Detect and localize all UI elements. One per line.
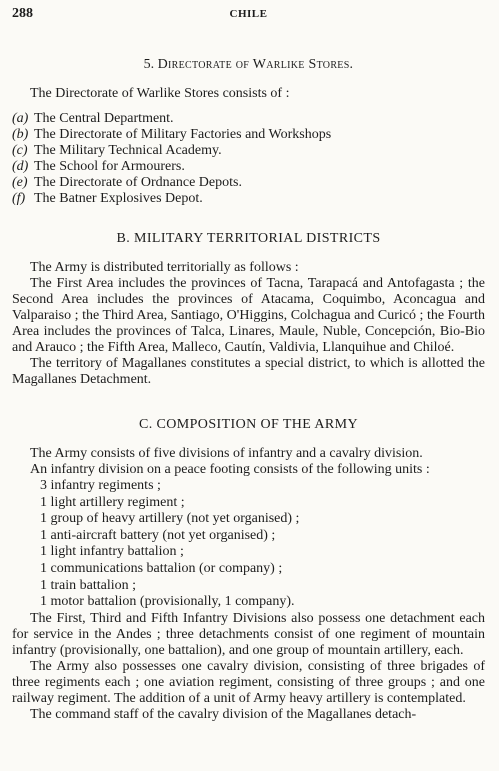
list-item: 1 group of heavy artillery (not yet organised) ; [40, 511, 300, 527]
list-item: 1 motor battalion (provisionally, 1 company). [40, 594, 295, 610]
list-item-label: (b) [12, 127, 29, 142]
list-item-text: The School for Armourers. [34, 159, 185, 174]
section-b-paragraph: The Army is distributed territorially as follows : [30, 260, 299, 275]
section-c-paragraph: An infantry division on a peace footing consists of the following units : [30, 462, 430, 477]
list-item-text: The Batner Explosives Depot. [34, 191, 203, 206]
section-5-number: 5. [143, 57, 155, 72]
list-item [12, 111, 485, 127]
section-c-paragraph: The Army consists of five divisions of infantry and a cavalry division. [30, 446, 423, 461]
list-item: 1 light artillery regiment ; [40, 494, 185, 510]
page-header [12, 6, 485, 28]
section-5-heading [12, 56, 485, 74]
running-head: CHILE [229, 8, 268, 20]
list-item [12, 127, 485, 143]
section-c-paragraph: The Army also possesses one cavalry division, consisting of three brigades of three regiments each ; one aviation regiment, consisting of three groups ; and one railway regiment. The addition of a unit of Army heavy artillery is contemplated. [12, 658, 485, 706]
list-item [12, 159, 485, 175]
spacer [12, 434, 485, 446]
list-item: 1 train battalion ; [40, 577, 137, 593]
section-5-intro: The Directorate of Warlike Stores consists of : [30, 86, 290, 101]
spacer [12, 248, 485, 260]
list-item-text: The Central Department. [34, 111, 174, 126]
list-item [12, 191, 485, 207]
directorate-list [12, 111, 485, 207]
section-c-paragraph: The command staff of the cavalry division of the Magallanes detach- [30, 706, 417, 722]
section-5-title: Directorate of Warlike Stores. [157, 57, 354, 72]
section-b-paragraph: The First Area includes the provinces of Tacna, Tarapacá and Antofagasta ; the Second Area includes the provinces of Atacama, Coquimbo, Aconcagua and Valparaiso ; the Third Area, Santiago, O'Higgins, Colchagua and Curicó ; the Fourth Area includes the provinces of Talca, Linares, Maule, Nuble, Concepción, Bio-Bio and Arauco ; the Fifth Area, Malleco, Cautín, Valdivia, Llanquihue and Chiloé. [12, 276, 485, 355]
section-b-heading: B. MILITARY TERRITORIAL DISTRICTS [116, 231, 381, 246]
page-number: 288 [12, 6, 33, 21]
list-item: 1 light infantry battalion ; [40, 544, 184, 560]
list-item-text: The Directorate of Ordnance Depots. [34, 175, 242, 190]
list-item-label: (a) [12, 111, 29, 126]
list-item-text: The Directorate of Military Factories and Workshops [34, 127, 332, 142]
units-list [12, 478, 485, 611]
section-c-paragraph: The First, Third and Fifth Infantry Divisions also possess one detachment each for service in the Andes ; three detachments consist of one regiment of mountain infantry (provisionally, one battalion), and one group of mountain artillery, each. [12, 610, 485, 658]
section-b-paragraph: The territory of Magallanes constitutes a special district, to which is allotted the Magallanes Detachment. [12, 356, 485, 387]
list-item: 1 communications battalion (or company) ; [40, 560, 283, 576]
list-item: 3 infantry regiments ; [40, 478, 161, 493]
list-item: 1 anti-aircraft battery (not yet organised) ; [40, 527, 276, 543]
list-item-label: (f) [12, 191, 26, 206]
list-item-label: (d) [12, 159, 29, 174]
list-item-label: (e) [12, 175, 28, 190]
list-item-text: The Military Technical Academy. [34, 143, 222, 158]
section-c-heading: C. COMPOSITION OF THE ARMY [138, 417, 358, 432]
list-item [12, 143, 485, 159]
list-item-label: (c) [12, 143, 28, 158]
list-item [12, 175, 485, 191]
